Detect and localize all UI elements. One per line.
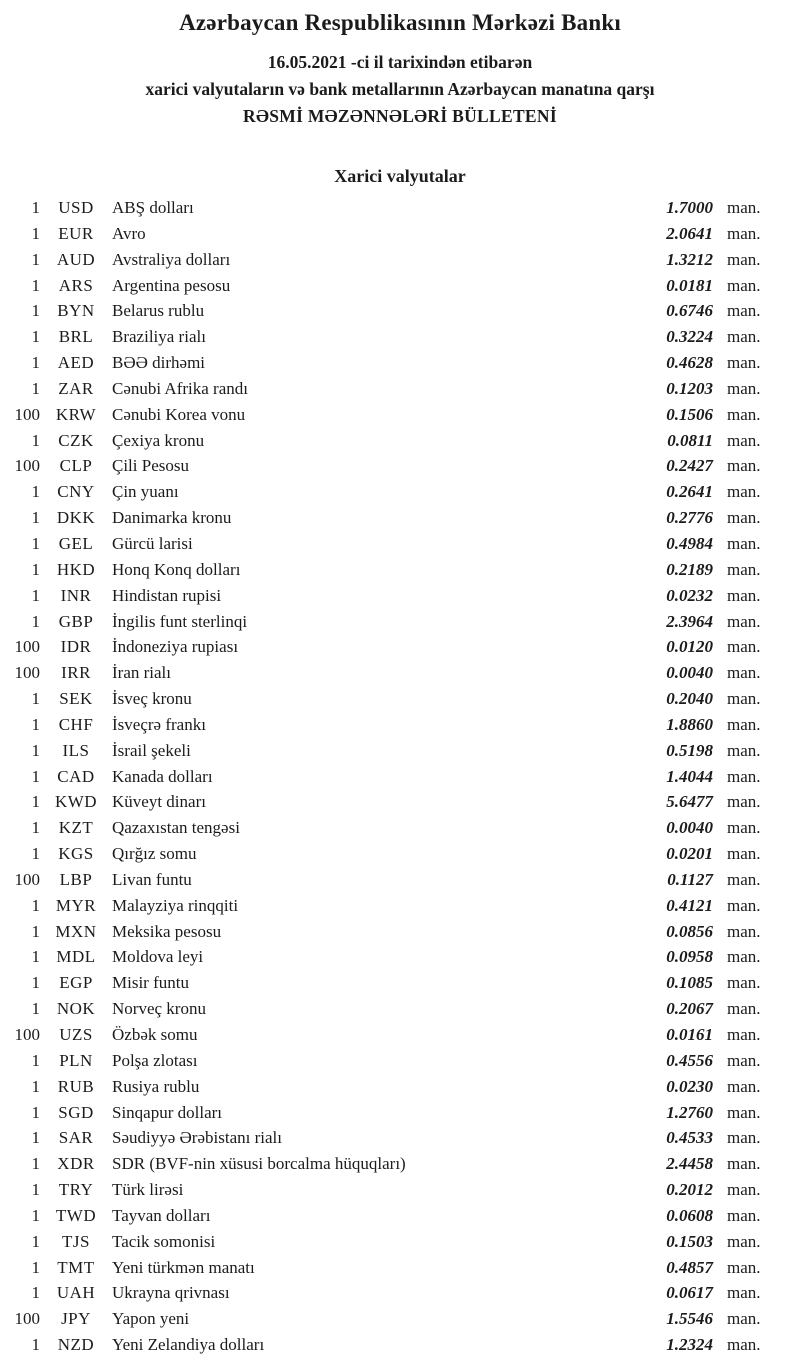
currency-code: PLN (59, 1050, 93, 1070)
rate-value: 0.0608 (666, 1205, 713, 1225)
rate-value: 0.0120 (666, 637, 713, 657)
currency-row (0, 789, 800, 815)
currency-code: DKK (56, 508, 96, 528)
rate-unit: man. (727, 327, 761, 347)
currency-row (0, 1280, 800, 1306)
currency-name: Braziliya rialı (112, 327, 206, 347)
currency-code: ARS (58, 275, 94, 295)
currency-row (0, 531, 800, 557)
currency-row (0, 324, 800, 350)
currency-code: LBP (59, 869, 93, 889)
currency-rate-table (0, 195, 800, 1358)
rate-value: 5.6477 (666, 792, 713, 812)
quantity: 1 (31, 740, 40, 760)
rate-value: 0.1203 (666, 378, 713, 398)
currency-name: Küveyt dinarı (112, 792, 206, 812)
currency-code: SAR (58, 1128, 94, 1148)
rate-value: 0.0040 (666, 663, 713, 683)
rate-unit: man. (727, 1128, 761, 1148)
currency-code: GEL (58, 533, 94, 553)
rate-value: 0.2067 (666, 999, 713, 1019)
currency-row (0, 1151, 800, 1177)
currency-row (0, 1074, 800, 1100)
quantity: 1 (31, 1102, 40, 1122)
rate-value: 0.4984 (666, 533, 713, 553)
rate-unit: man. (727, 430, 761, 450)
currency-name: İran rialı (112, 663, 171, 683)
rate-value: 0.2427 (666, 456, 713, 476)
currency-name: Yeni Zelandiya dolları (112, 1335, 265, 1355)
currency-name: Özbək somu (112, 1025, 198, 1044)
currency-code: MDL (56, 947, 96, 967)
currency-code: USD (58, 198, 94, 217)
currency-code: NZD (57, 1335, 95, 1355)
rate-value: 0.3224 (666, 327, 713, 347)
rate-unit: man. (727, 404, 761, 424)
currency-row (0, 247, 800, 273)
rate-value: 0.1127 (667, 869, 713, 889)
currency-name: Belarus rublu (112, 301, 205, 321)
currency-row (0, 609, 800, 635)
currency-name: Qazaxıstan tengəsi (112, 818, 240, 838)
currency-name: Polşa zlotası (112, 1050, 198, 1070)
currency-row (0, 660, 800, 686)
quantity: 1 (31, 275, 40, 295)
rate-unit: man. (727, 1231, 761, 1251)
rate-value: 0.0811 (667, 430, 713, 450)
rate-unit: man. (727, 999, 761, 1019)
currency-code: ZAR (58, 378, 94, 398)
rate-value: 0.4533 (666, 1128, 713, 1148)
rate-unit: man. (727, 1154, 761, 1174)
currency-code: HKD (56, 559, 96, 579)
rate-value: 1.2324 (666, 1335, 713, 1355)
currency-code: AUD (56, 249, 96, 269)
quantity: 1 (31, 921, 40, 941)
currency-name: Danimarka kronu (112, 508, 232, 528)
quantity: 100 (14, 404, 40, 424)
currency-code: TJS (62, 1231, 90, 1251)
rate-unit: man. (727, 689, 761, 709)
currency-row (0, 273, 800, 299)
rate-value: 1.3212 (666, 249, 713, 269)
quantity: 1 (31, 378, 40, 398)
quantity: 1 (31, 1180, 40, 1200)
quantity: 1 (31, 585, 40, 605)
rate-unit: man. (727, 1076, 761, 1096)
currency-code: IDR (60, 637, 92, 657)
currency-name: İsveçrə frankı (112, 714, 206, 734)
currency-name: İndoneziya rupiası (112, 637, 239, 657)
currency-row (0, 1203, 800, 1229)
currency-name: Gürcü larisi (112, 533, 193, 553)
rate-value: 2.0641 (666, 223, 713, 243)
rate-unit: man. (727, 844, 761, 864)
quantity: 100 (14, 869, 40, 889)
currency-name: Livan funtu (112, 869, 192, 889)
rate-value: 0.1506 (666, 404, 713, 424)
currency-name: Cənubi Afrika randı (112, 378, 248, 398)
rate-unit: man. (727, 792, 761, 812)
rate-value: 2.3964 (666, 611, 713, 631)
currency-code: CZK (58, 430, 94, 450)
rate-unit: man. (727, 378, 761, 398)
quantity: 1 (31, 1257, 40, 1277)
rate-value: 0.2776 (666, 508, 713, 528)
quantity: 1 (31, 482, 40, 502)
currency-row (0, 1332, 800, 1358)
rate-unit: man. (727, 456, 761, 476)
currency-row (0, 1229, 800, 1255)
rate-unit: man. (727, 533, 761, 553)
currency-code: BYN (57, 301, 95, 321)
currency-code: TWD (55, 1205, 97, 1225)
rate-value: 0.2040 (666, 689, 713, 709)
rate-unit: man. (727, 714, 761, 734)
quantity: 1 (31, 533, 40, 553)
quantity: 1 (31, 1050, 40, 1070)
currency-row (0, 428, 800, 454)
quantity: 1 (31, 792, 40, 812)
currency-code: MXN (55, 921, 97, 941)
rate-value: 0.0230 (666, 1076, 713, 1096)
quantity: 1 (31, 1231, 40, 1251)
rate-value: 0.0040 (666, 818, 713, 838)
currency-name: Rusiya rublu (112, 1076, 200, 1096)
quantity: 1 (31, 973, 40, 993)
currency-row (0, 583, 800, 609)
quantity: 1 (31, 1283, 40, 1303)
quantity: 100 (14, 637, 40, 657)
rate-unit: man. (727, 611, 761, 631)
currency-code: XDR (57, 1154, 95, 1174)
currency-code: TMT (57, 1257, 95, 1277)
quantity: 1 (31, 999, 40, 1019)
bulletin-subtitle: xarici valyutaların və bank metallarının Azərbaycan manatına qarşı (145, 79, 655, 99)
quantity: 1 (31, 1335, 40, 1355)
currency-code: EUR (58, 223, 94, 243)
quantity: 100 (14, 456, 40, 476)
document-header (0, 10, 800, 127)
quantity: 1 (31, 353, 40, 373)
currency-row (0, 996, 800, 1022)
rate-value: 0.1503 (666, 1231, 713, 1251)
quantity: 1 (31, 301, 40, 321)
rate-value: 0.2641 (666, 482, 713, 502)
currency-code: SEK (59, 689, 93, 709)
currency-row (0, 841, 800, 867)
rate-value: 0.4556 (666, 1050, 713, 1070)
rate-value: 0.0958 (666, 947, 713, 967)
currency-code: JPY (61, 1309, 91, 1329)
rate-unit: man. (727, 482, 761, 502)
currency-row (0, 195, 800, 221)
currency-code: RUB (57, 1076, 95, 1096)
quantity: 1 (31, 1128, 40, 1148)
bank-title: Azərbaycan Respublikasının Mərkəzi Bankı (179, 10, 621, 35)
currency-name: Norveç kronu (112, 999, 206, 1019)
currency-row (0, 1306, 800, 1332)
currency-name: Səudiyyə Ərəbistanı rialı (112, 1128, 282, 1148)
currency-row (0, 1177, 800, 1203)
currency-name: Çin yuanı (112, 482, 179, 502)
rate-unit: man. (727, 740, 761, 760)
currency-name: Hindistan rupisi (112, 585, 222, 605)
rate-value: 1.5546 (666, 1309, 713, 1329)
currency-code: UAH (56, 1283, 96, 1303)
rate-value: 0.2012 (666, 1180, 713, 1200)
rate-unit: man. (727, 508, 761, 528)
rate-unit: man. (727, 766, 761, 786)
currency-name: Yeni türkmən manatı (112, 1257, 255, 1277)
currency-row (0, 557, 800, 583)
quantity: 1 (31, 714, 40, 734)
currency-code: UZS (59, 1025, 93, 1044)
currency-row (0, 893, 800, 919)
rate-value: 0.2189 (666, 559, 713, 579)
currency-row (0, 1048, 800, 1074)
quantity: 1 (31, 1076, 40, 1096)
currency-name: Meksika pesosu (112, 921, 222, 941)
quantity: 1 (31, 689, 40, 709)
rate-unit: man. (727, 895, 761, 915)
currency-code: TRY (58, 1180, 94, 1200)
rate-unit: man. (727, 198, 761, 217)
currency-name: Türk lirəsi (112, 1180, 184, 1200)
rate-value: 0.0856 (666, 921, 713, 941)
quantity: 100 (14, 1309, 40, 1329)
currency-row (0, 764, 800, 790)
quantity: 100 (14, 663, 40, 683)
section-title-foreign-currencies: Xarici valyutalar (334, 166, 466, 186)
currency-code: IRR (61, 663, 91, 683)
rate-value: 0.6746 (666, 301, 713, 321)
rate-unit: man. (727, 1257, 761, 1277)
rate-unit: man. (727, 1102, 761, 1122)
quantity: 1 (31, 327, 40, 347)
rate-value: 0.4857 (666, 1257, 713, 1277)
currency-code: CHF (58, 714, 94, 734)
currency-name: Avro (112, 223, 146, 243)
currency-name: Yapon yeni (112, 1309, 190, 1329)
quantity: 1 (31, 818, 40, 838)
currency-name: Kanada dolları (112, 766, 213, 786)
currency-row (0, 686, 800, 712)
rate-value: 0.0201 (666, 844, 713, 864)
quantity: 1 (31, 844, 40, 864)
rate-unit: man. (727, 1309, 761, 1329)
currency-name: Malayziya rinqqiti (112, 895, 239, 915)
currency-code: CLP (59, 456, 93, 476)
rate-value: 2.4458 (666, 1154, 713, 1174)
rate-value: 0.4121 (666, 895, 713, 915)
currency-row (0, 350, 800, 376)
rate-unit: man. (727, 249, 761, 269)
quantity: 1 (31, 895, 40, 915)
currency-row (0, 634, 800, 660)
currency-name: Tayvan dolları (112, 1205, 211, 1225)
rate-unit: man. (727, 921, 761, 941)
rate-unit: man. (727, 947, 761, 967)
currency-code: EGP (59, 973, 93, 993)
rate-value: 1.8860 (666, 714, 713, 734)
currency-code: NOK (56, 999, 96, 1019)
rate-unit: man. (727, 559, 761, 579)
quantity: 100 (14, 1025, 40, 1044)
currency-name: Qırğız somu (112, 844, 197, 864)
rate-unit: man. (727, 1205, 761, 1225)
currency-row (0, 1255, 800, 1281)
currency-code: SGD (58, 1102, 94, 1122)
quantity: 1 (31, 223, 40, 243)
quantity: 1 (31, 508, 40, 528)
rate-unit: man. (727, 973, 761, 993)
quantity: 1 (31, 249, 40, 269)
currency-row (0, 376, 800, 402)
rate-value: 0.0617 (666, 1283, 713, 1303)
currency-name: ABŞ dolları (112, 198, 194, 217)
currency-code: CAD (57, 766, 95, 786)
currency-name: İsrail şekeli (112, 740, 191, 760)
currency-row (0, 970, 800, 996)
currency-code: KRW (55, 404, 97, 424)
currency-name: Misir funtu (112, 973, 189, 993)
currency-row (0, 1100, 800, 1126)
rate-unit: man. (727, 637, 761, 657)
rate-unit: man. (727, 869, 761, 889)
currency-name: Çili Pesosu (112, 456, 189, 476)
quantity: 1 (31, 1154, 40, 1174)
currency-code: BRL (58, 327, 94, 347)
rate-unit: man. (727, 585, 761, 605)
quantity: 1 (31, 198, 40, 217)
currency-code: KZT (58, 818, 94, 838)
rate-value: 1.2760 (666, 1102, 713, 1122)
currency-name: İsveç kronu (112, 689, 192, 709)
rate-unit: man. (727, 301, 761, 321)
currency-name: İngilis funt sterlinqi (112, 611, 248, 631)
currency-row (0, 944, 800, 970)
currency-name: SDR (BVF-nin xüsusi borcalma hüquqları) (112, 1154, 406, 1174)
bulletin-title: RƏSMİ MƏZƏNNƏLƏRİ BÜLLETENİ (243, 106, 557, 126)
currency-code: AED (57, 353, 95, 373)
quantity: 1 (31, 947, 40, 967)
effective-date-line: 16.05.2021 -ci il tarixindən etibarən (267, 52, 533, 72)
currency-code: KWD (54, 792, 98, 812)
currency-name: Moldova leyi (112, 947, 204, 967)
currency-row (0, 402, 800, 428)
rate-value: 0.4628 (666, 353, 713, 373)
currency-name: Honq Konq dolları (112, 559, 241, 579)
rate-unit: man. (727, 275, 761, 295)
currency-name: Sinqapur dolları (112, 1102, 223, 1122)
currency-code: GBP (58, 611, 94, 631)
currency-name: Cənubi Korea vonu (112, 404, 246, 424)
rate-value: 1.7000 (666, 198, 713, 217)
rate-unit: man. (727, 663, 761, 683)
currency-name: Argentina pesosu (112, 275, 231, 295)
currency-code: ILS (62, 740, 90, 760)
currency-code: INR (60, 585, 92, 605)
rate-value: 0.0161 (666, 1025, 713, 1044)
currency-code: MYR (55, 895, 97, 915)
currency-row (0, 919, 800, 945)
currency-row (0, 815, 800, 841)
rate-value: 0.5198 (666, 740, 713, 760)
currency-row (0, 867, 800, 893)
currency-name: Tacik somonisi (112, 1231, 216, 1251)
currency-row (0, 221, 800, 247)
currency-row (0, 298, 800, 324)
currency-name: Avstraliya dolları (112, 249, 231, 269)
rate-value: 0.0232 (666, 585, 713, 605)
currency-row (0, 1125, 800, 1151)
currency-row (0, 505, 800, 531)
rate-unit: man. (727, 1180, 761, 1200)
rate-value: 0.0181 (666, 275, 713, 295)
currency-name: Çexiya kronu (112, 430, 205, 450)
rate-unit: man. (727, 223, 761, 243)
quantity: 1 (31, 766, 40, 786)
currency-code: CNY (57, 482, 95, 502)
rate-unit: man. (727, 1335, 761, 1355)
currency-row (0, 1022, 800, 1048)
rate-value: 0.1085 (666, 973, 713, 993)
currency-code: KGS (58, 844, 94, 864)
quantity: 1 (31, 430, 40, 450)
rate-unit: man. (727, 1025, 761, 1044)
quantity: 1 (31, 1205, 40, 1225)
quantity: 1 (31, 559, 40, 579)
currency-row (0, 453, 800, 479)
currency-name: Ukrayna qrivnası (112, 1283, 230, 1303)
currency-row (0, 479, 800, 505)
currency-row (0, 738, 800, 764)
rate-unit: man. (727, 818, 761, 838)
rate-unit: man. (727, 353, 761, 373)
quantity: 1 (31, 611, 40, 631)
currency-row (0, 712, 800, 738)
rate-unit: man. (727, 1050, 761, 1070)
currency-name: BƏƏ dirhəmi (112, 353, 206, 373)
rate-unit: man. (727, 1283, 761, 1303)
rate-value: 1.4044 (666, 766, 713, 786)
